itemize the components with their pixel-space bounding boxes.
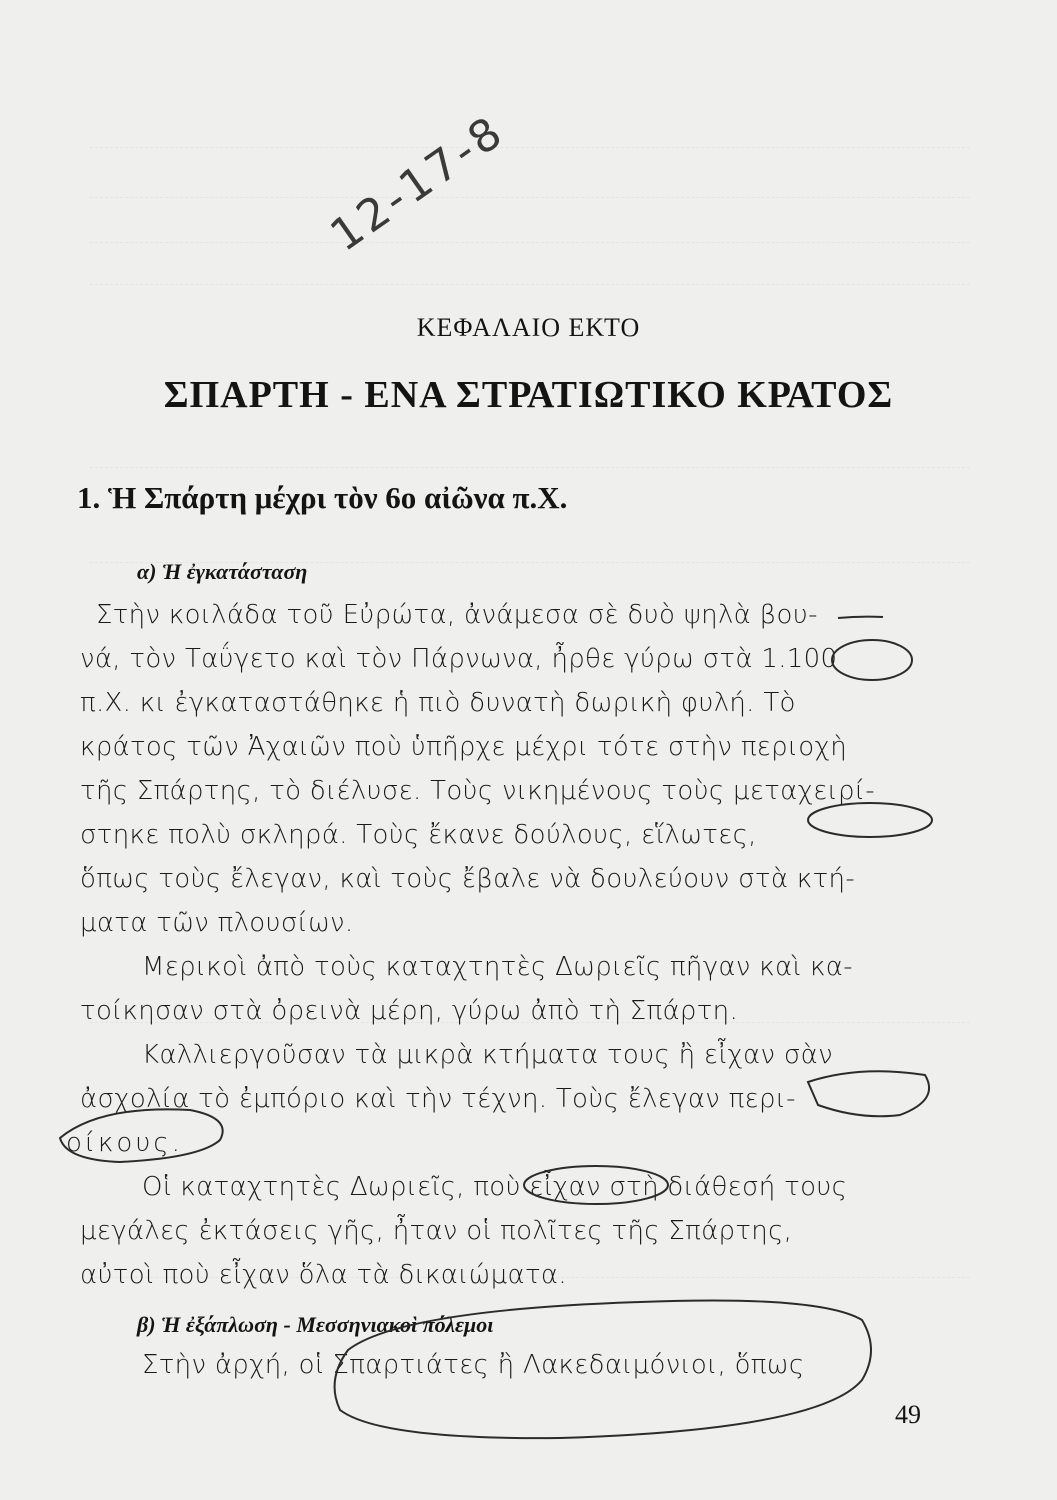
text-line-4: κράτος τῶν Ἀχαιῶν ποὺ ὑπῆρχε μέχρι τότε στὴν περιοχὴ [80,732,847,762]
text-line-13: οίκους. [66,1128,183,1158]
text-line-11: Καλλιεργοῦσαν τὰ μικρὰ κτήματα τους ἢ εἶχαν σὰν [142,1040,833,1070]
text-line-5: τῆς Σπάρτης, τὸ διέλυσε. Τοὺς νικημένους τοὺς μεταχειρί- [80,776,875,806]
text-line-9: Μερικοὶ ἀπὸ τοὺς καταχτητὲς Δωριεῖς πῆγαν καὶ κα- [142,952,853,982]
bleed-through-line [90,175,970,198]
text-line-1: Στὴν κοιλάδα τοῦ Εὐρώτα, ἀνάμεσα σὲ δυὸ ψηλὰ βου- [96,600,818,630]
text-line-6: στηκε πολὺ σκληρά. Τοὺς ἔκανε δούλους, εἵλωτες, [80,820,757,850]
text-line-7: ὅπως τοὺς ἔλεγαν, καὶ τοὺς ἔβαλε νὰ δουλεύουν στὰ κτή- [80,864,856,894]
text-line-2: νά, τὸν Ταΰγετο καὶ τὸν Πάρνωνα, ἦρθε γύρω στὰ 1.100 [80,644,838,674]
subsection-b-heading: β) Ἡ ἐξάπλωση - Μεσσηνιακοὶ πόλεμοι [137,1312,494,1337]
text-line-8: ματα τῶν πλουσίων. [80,908,354,938]
subsection-a-heading: α) Ἡ ἐγκατάσταση [137,559,308,584]
bleed-through-line [90,125,970,148]
text-line-16: αὐτοὶ ποὺ εἶχαν ὅλα τὰ δικαιώματα. [80,1260,567,1290]
bleed-through-line [90,445,970,468]
bleed-through-line [90,262,970,285]
text-line-15: μεγάλες ἐκτάσεις γῆς, ἦταν οἱ πολῖτες τῆς Σπάρτης, [80,1216,793,1246]
text-line-17: Στὴν ἀρχή, οἱ Σπαρτιάτες ἢ Λακεδαιμόνιοι, ὅπως [142,1350,805,1380]
section-title: 1. Ἡ Σπάρτη μέχρι τὸν 6ο αἰῶνα π.Χ. [77,480,568,515]
handwritten-note: 12-17-8 [321,105,515,262]
bleed-through-line [90,220,970,243]
text-line-10: τοίκησαν στὰ ὀρεινὰ μέρη, γύρω ἀπὸ τὴ Σπάρτη. [80,996,739,1026]
page-number: 49 [895,1400,921,1429]
chapter-title: ΣΠΑΡΤΗ - ΕΝΑ ΣΤΡΑΤΙΩΤΙΚΟ ΚΡΑΤΟΣ [163,374,894,416]
text-line-3: π.Χ. κι ἐγκαταστάθηκε ἡ πιὸ δυνατὴ δωρικὴ φυλή. Τὸ [80,688,796,718]
text-line-14: Οἱ καταχτητὲς Δωριεῖς, ποὺ εἶχαν στὴ διάθεσή τους [142,1172,848,1202]
text-line-12: ἀσχολία τὸ ἐμπόριο καὶ τὴν τέχνη. Τοὺς ἔλεγαν περι- [80,1084,796,1114]
chapter-label: ΚΕΦΑΛΑΙΟ ΕΚΤΟ [416,313,641,342]
